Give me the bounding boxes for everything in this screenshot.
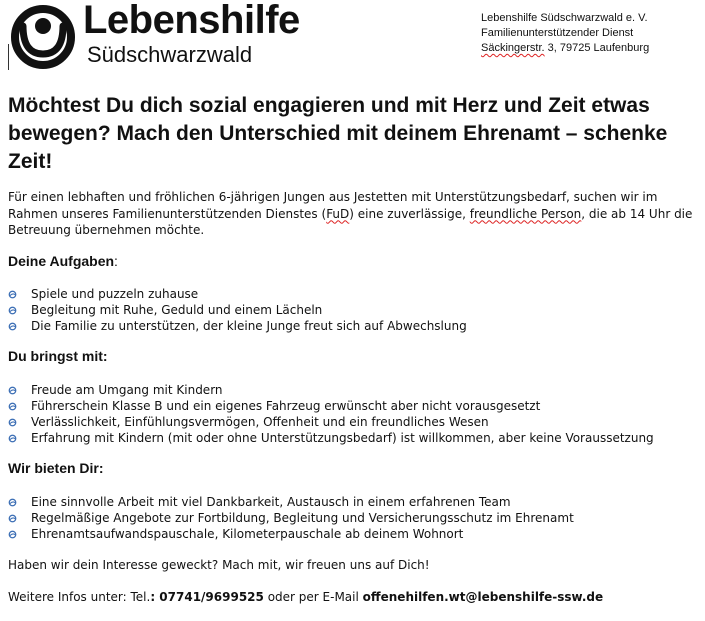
intro-phrase: freundliche Person: [469, 206, 582, 221]
intro-part-3: , die ab 14 Uhr die Betreuung übernehmen möchte.: [8, 206, 693, 237]
lebenshilfe-logo-icon: [8, 4, 78, 70]
list-item: [8, 398, 698, 414]
street-rest: 3, 79725 Laufenburg: [544, 42, 650, 54]
bullet-icon: [8, 418, 17, 427]
list-item-text: Freude am Umgang mit Kindern: [31, 383, 223, 397]
contact-prefix: Weitere Infos unter: Tel.: [8, 590, 151, 604]
list-item-text: Regelmäßige Angebote zur Fortbildung, Begleitung und Versicherungsschutz im Ehrenamt: [31, 511, 574, 525]
intro-part-2: ) eine zuverlässige,: [349, 206, 470, 221]
intro-part-1: Für einen lebhaften und fröhlichen 6-jährigen Jungen aus Jestetten mit Unterstützungsbedarf, suchen wir im Rahmen unseres Familienunterstützenden Dienstes (: [8, 190, 658, 221]
list-item: [8, 494, 698, 510]
bullet-icon: [8, 514, 17, 523]
list-item: [8, 510, 698, 526]
contact-line: [8, 589, 698, 605]
bullet-icon: [8, 386, 17, 395]
list-item-text: Verlässlichkeit, Einfühlungsvermögen, Offenheit und ein freundliches Wesen: [31, 415, 489, 429]
tasks-title: Deine Aufgaben: [8, 253, 115, 269]
bullet-icon: [8, 306, 17, 315]
address-block: [481, 11, 649, 56]
intro-fud: FuD: [326, 206, 350, 221]
bullet-icon: [8, 498, 17, 507]
bring-list: [8, 382, 698, 446]
bullet-icon: [8, 322, 17, 331]
contact-middle: oder per E-Mail: [263, 590, 363, 604]
tasks-colon: :: [114, 253, 118, 269]
contact-email[interactable]: offenehilfen.wt@lebenshilfe-ssw.de: [362, 590, 604, 604]
logo: [8, 0, 348, 70]
list-item-text: Eine sinnvolle Arbeit mit viel Dankbarkeit, Austausch in einem erfahrenen Team: [31, 495, 511, 509]
list-item-text: Führerschein Klasse B und ein eigenes Fahrzeug erwünscht aber nicht vorausgesetzt: [31, 399, 541, 413]
list-item-text: Begleitung mit Ruhe, Geduld und einem Lächeln: [31, 303, 323, 317]
list-item-text: Ehrenamtsaufwandspauschale, Kilometerpauschale ab deinem Wohnort: [31, 527, 464, 541]
list-item: [8, 382, 698, 398]
list-item: [8, 286, 698, 302]
tasks-list: [8, 286, 698, 334]
contact-phone: 07741/9699525: [155, 590, 264, 604]
brand-subtitle: Südschwarzwald: [87, 42, 253, 67]
list-item: [8, 430, 698, 446]
offer-list: [8, 494, 698, 542]
list-item: [8, 302, 698, 318]
list-item-text: Spiele und puzzeln zuhause: [31, 287, 199, 301]
address-line-2: Familienunterstützender Dienst: [481, 27, 634, 39]
list-item-text: Erfahrung mit Kindern (mit oder ohne Unterstützungsbedarf) ist willkommen, aber keine Voraussetzung: [31, 431, 654, 445]
bullet-icon: [8, 434, 17, 443]
address-line-3: [481, 41, 649, 56]
list-item: [8, 526, 698, 542]
brand-name: Lebenshilfe: [83, 0, 300, 42]
list-item: [8, 414, 698, 430]
section-title-tasks: [8, 253, 118, 269]
bullet-icon: [8, 402, 17, 411]
headline: Möchtest Du dich sozial engagieren und mit Herz und Zeit etwas bewegen? Mach den Unterschied mit deinem Ehrenamt – schenke Zeit!: [8, 94, 668, 173]
bullet-icon: [8, 290, 17, 299]
list-item: [8, 318, 698, 334]
contact-colon: :: [150, 590, 156, 604]
bullet-icon: [8, 530, 17, 539]
street-name: Säckingerstr.: [481, 42, 545, 54]
section-title-bring: Du bringst mit:: [8, 348, 108, 364]
cursor-line: [8, 44, 9, 70]
list-item-text: Die Familie zu unterstützen, der kleine Junge freut sich auf Abwechslung: [31, 319, 467, 333]
address-line-1: Lebenshilfe Südschwarzwald e. V.: [481, 12, 648, 24]
intro-paragraph: [8, 189, 698, 239]
section-title-offer: Wir bieten Dir:: [8, 460, 104, 476]
closing-text: Haben wir dein Interesse geweckt? Mach mit, wir freuen uns auf Dich!: [8, 558, 430, 572]
